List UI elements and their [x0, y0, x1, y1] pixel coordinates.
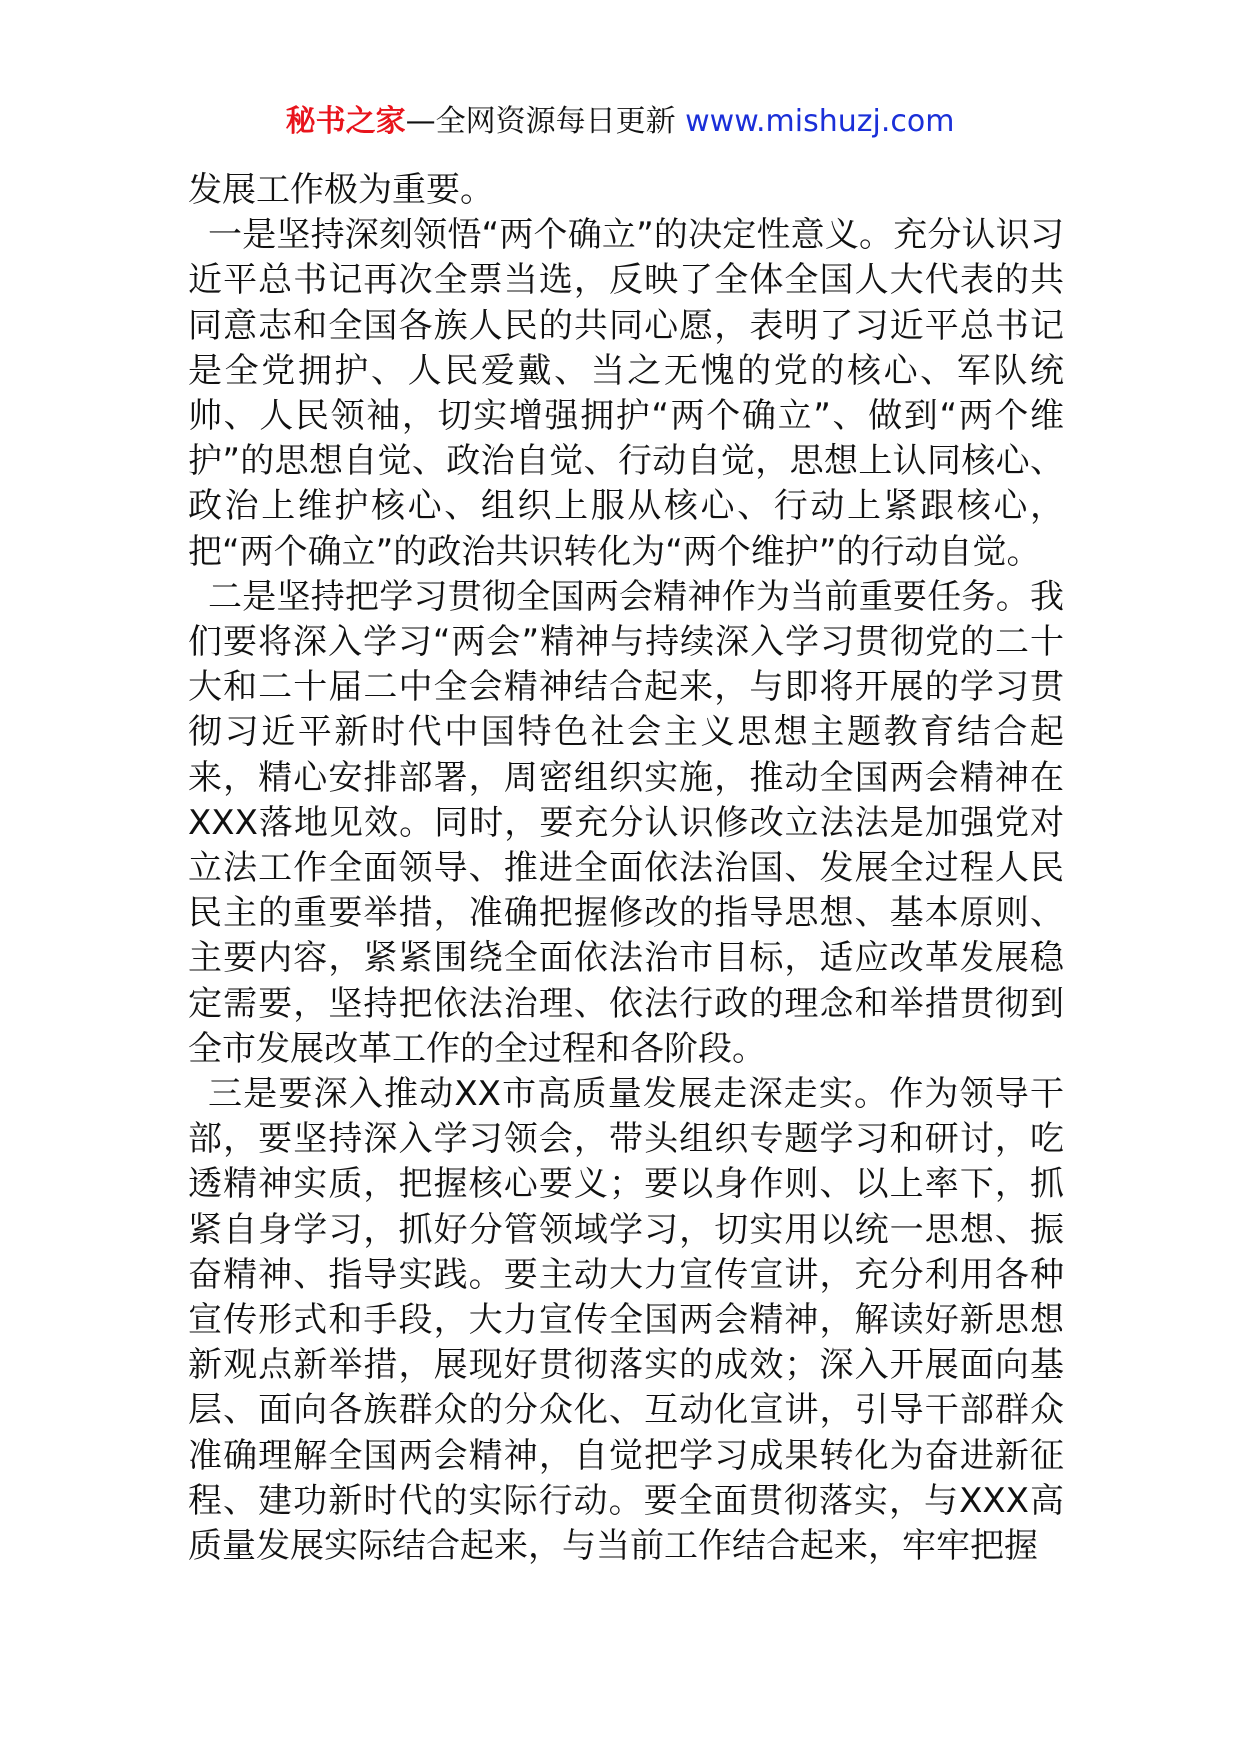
- page-header: [0, 100, 1240, 144]
- brand-name: 秘书之家: [285, 104, 406, 139]
- document-body: [188, 168, 1064, 1569]
- paragraph-continuation: 发展工作极为重要。: [188, 170, 494, 210]
- paragraph-point-one: 一是坚持深刻领悟“两个确立”的决定性意义。充分认识习近平总书记再次全票当选，反映了全体全国人大代表的共同意志和全国各族人民的共同心愿，表明了习近平总书记是全党拥护、人民爱戴、当之无愧的党的核心、军队统帅、人民领袖，切实增强拥护“两个确立”、做到“两个维护”的思想自觉、政治自觉、行动自觉，思想上认同核心、政治上维护核心、组织上服从核心、行动上紧跟核心，把“两个确立”的政治共识转化为“两个维护”的行动自觉。: [188, 215, 1064, 572]
- header-tagline: —全网资源每日更新: [405, 104, 686, 139]
- paragraph-point-two: 二是坚持把学习贯彻全国两会精神作为当前重要任务。我们要将深入学习“两会”精神与持续深入学习贯彻党的二十大和二十届二中全会精神结合起来，与即将开展的学习贯彻习近平新时代中国特色社会主义思想主题教育结合起来，精心安排部署，周密组织实施，推动全国两会精神在XXX落地见效。同时，要充分认识修改立法法是加强党对立法工作全面领导、推进全面依法治国、发展全过程人民民主的重要举措，准确把握修改的指导思想、基本原则、主要内容，紧紧围绕全面依法治市目标，适应改革发展稳定需要，坚持把依法治理、依法行政的理念和举措贯彻到全市发展改革工作的全过程和各阶段。: [188, 576, 1064, 1069]
- site-url-link[interactable]: www.mishuzj.com: [685, 104, 955, 139]
- paragraph-point-three: 三是要深入推动XX市高质量发展走深走实。作为领导干部，要坚持深入学习领会，带头组织专题学习和研讨，吃透精神实质，把握核心要义；要以身作则、以上率下，抓紧自身学习，抓好分管领域学习，切实用以统一思想、振奋精神、指导实践。要主动大力宣传宣讲，充分利用各种宣传形式和手段，大力宣传全国两会精神，解读好新思想新观点新举措，展现好贯彻落实的成效；深入开展面向基层、面向各族群众的分众化、互动化宣讲，引导干部群众准确理解全国两会精神，自觉把学习成果转化为奋进新征程、建功新时代的实际行动。要全面贯彻落实，与XXX高质量发展实际结合起来，与当前工作结合起来，牢牢把握: [188, 1074, 1064, 1567]
